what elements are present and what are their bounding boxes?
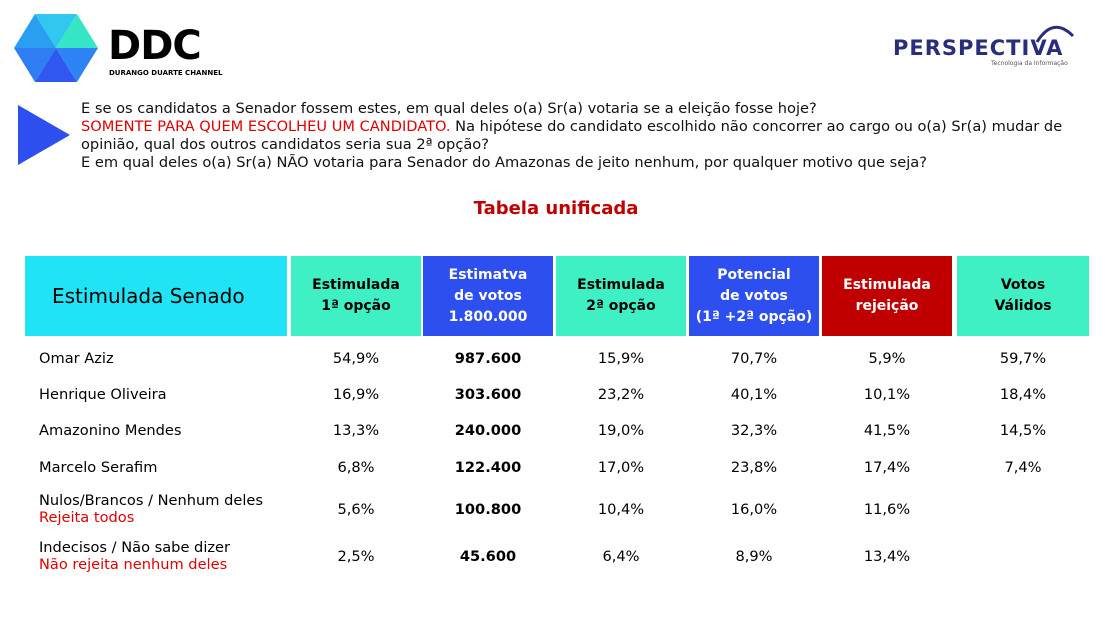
candidate-name <box>25 378 287 410</box>
cell-estimativa-votos: 987.600 <box>454 349 522 367</box>
header-line: Estimatva <box>448 266 528 283</box>
cell-estimativa-votos: 303.600 <box>454 385 522 403</box>
cell-potencial-votos: 32,3% <box>730 421 778 439</box>
play-arrow-icon <box>18 105 70 165</box>
table-title: Tabela unificada <box>473 198 639 219</box>
header-line: 2ª opção <box>586 298 656 314</box>
rejection-note: Rejeita todos <box>39 509 135 526</box>
cell-primeira-opcao: 6,8% <box>337 458 375 476</box>
cell-segunda-opcao: 15,9% <box>597 349 645 367</box>
candidate-name <box>25 535 287 577</box>
header-line: 1ª opção <box>321 298 391 314</box>
rejection-note: Não rejeita nenhum deles <box>39 556 228 573</box>
candidate-name <box>25 414 287 446</box>
cell-segunda-opcao: 17,0% <box>597 458 645 476</box>
cell-rejeicao: 17,4% <box>863 458 911 476</box>
cell-votos-validos <box>957 488 1089 530</box>
header-line: Estimulada <box>577 277 665 293</box>
question-line-1: E se os candidatos a Senador fossem estes, em qual deles o(a) Sr(a) votaria se a eleição fosse hoje? <box>81 100 817 117</box>
cell-rejeicao: 11,6% <box>863 500 911 518</box>
cell-segunda-opcao: 6,4% <box>602 547 640 565</box>
question-text <box>81 100 1091 172</box>
cell-segunda-opcao: 10,4% <box>597 500 645 518</box>
header-primeira-opcao <box>291 256 421 336</box>
candidate-label: Amazonino Mendes <box>39 421 182 439</box>
table-row <box>25 414 1090 446</box>
cell-rejeicao: 5,9% <box>868 349 906 367</box>
cell-potencial-votos: 70,7% <box>730 349 778 367</box>
cell-potencial-votos: 8,9% <box>735 547 773 565</box>
candidate-name <box>25 488 287 530</box>
question-line-2 <box>81 118 1091 154</box>
header-potencial-votos <box>689 256 819 336</box>
header-line: (1ª +2ª opção) <box>695 308 813 325</box>
header-estimulada-senado <box>25 256 287 336</box>
perspectiva-subtitle: Tecnologia da Informação <box>991 60 1068 67</box>
cell-segunda-opcao: 23,2% <box>597 385 645 403</box>
header-line: de votos <box>454 287 522 304</box>
table-row <box>25 451 1090 483</box>
header-segunda-opcao <box>556 256 686 336</box>
perspectiva-logo <box>893 22 1093 72</box>
candidate-label: Henrique Oliveira <box>39 385 167 403</box>
candidate-name <box>25 342 287 374</box>
question-line-2-rest: Na hipótese do candidato escolhido não concorrer ao cargo ou o(a) Sr(a) mudar de opinião, qual dos outros candidatos seria sua 2ª opção? <box>81 118 1063 153</box>
header-line: 1.800.000 <box>448 308 528 325</box>
cell-votos-validos: 59,7% <box>999 349 1047 367</box>
cell-primeira-opcao: 5,6% <box>337 500 375 518</box>
candidate-label: Omar Aziz <box>39 349 114 367</box>
table-row <box>25 535 1090 577</box>
ddc-wordmark: DDC <box>108 23 201 69</box>
cell-estimativa-votos: 45.600 <box>459 547 517 565</box>
cell-votos-validos: 18,4% <box>999 385 1047 403</box>
cell-rejeicao: 41,5% <box>863 421 911 439</box>
header-estimativa-votos <box>423 256 553 336</box>
header-votos-validos <box>957 256 1089 336</box>
cell-primeira-opcao: 16,9% <box>332 385 380 403</box>
header-line: Válidos <box>994 298 1052 314</box>
cell-votos-validos: 7,4% <box>1004 458 1042 476</box>
cell-potencial-votos: 23,8% <box>730 458 778 476</box>
cell-rejeicao: 13,4% <box>863 547 911 565</box>
hexagon-logo-icon <box>14 12 98 84</box>
table-row <box>25 378 1090 410</box>
candidate-name <box>25 451 287 483</box>
cell-estimativa-votos: 240.000 <box>454 421 522 439</box>
candidate-label: Indecisos / Não sabe dizer <box>39 539 231 556</box>
question-filter-note: SOMENTE PARA QUEM ESCOLHEU UM CANDIDATO. <box>81 118 451 135</box>
cell-estimativa-votos: 122.400 <box>454 458 522 476</box>
candidate-label: Nulos/Brancos / Nenhum deles <box>39 492 264 509</box>
table-row <box>25 342 1090 374</box>
header-line: Potencial <box>717 266 791 283</box>
cell-primeira-opcao: 54,9% <box>332 349 380 367</box>
header-rejeicao <box>822 256 952 336</box>
question-line-3: E em qual deles o(a) Sr(a) NÃO votaria para Senador do Amazonas de jeito nenhum, por qualquer motivo que seja? <box>81 154 927 171</box>
cell-potencial-votos: 16,0% <box>730 500 778 518</box>
ddc-logo <box>14 12 223 84</box>
ddc-subtitle: DURANGO DUARTE CHANNEL <box>109 69 223 77</box>
header-label: Estimulada Senado <box>52 283 245 308</box>
cell-segunda-opcao: 19,0% <box>597 421 645 439</box>
cell-primeira-opcao: 13,3% <box>332 421 380 439</box>
table-row <box>25 488 1090 530</box>
header-line: rejeição <box>855 298 919 314</box>
candidate-label: Marcelo Serafim <box>39 458 158 476</box>
header-line: Votos <box>1000 277 1046 293</box>
cell-potencial-votos: 40,1% <box>730 385 778 403</box>
cell-estimativa-votos: 100.800 <box>454 500 522 518</box>
cell-votos-validos: 14,5% <box>999 421 1047 439</box>
header-line: Estimulada <box>843 277 931 293</box>
cell-primeira-opcao: 2,5% <box>337 547 375 565</box>
cell-votos-validos <box>957 535 1089 577</box>
header-line: de votos <box>720 287 788 304</box>
header-line: Estimulada <box>312 277 400 293</box>
perspectiva-wordmark: PERSPECTIVA <box>893 36 1064 60</box>
cell-rejeicao: 10,1% <box>863 385 911 403</box>
